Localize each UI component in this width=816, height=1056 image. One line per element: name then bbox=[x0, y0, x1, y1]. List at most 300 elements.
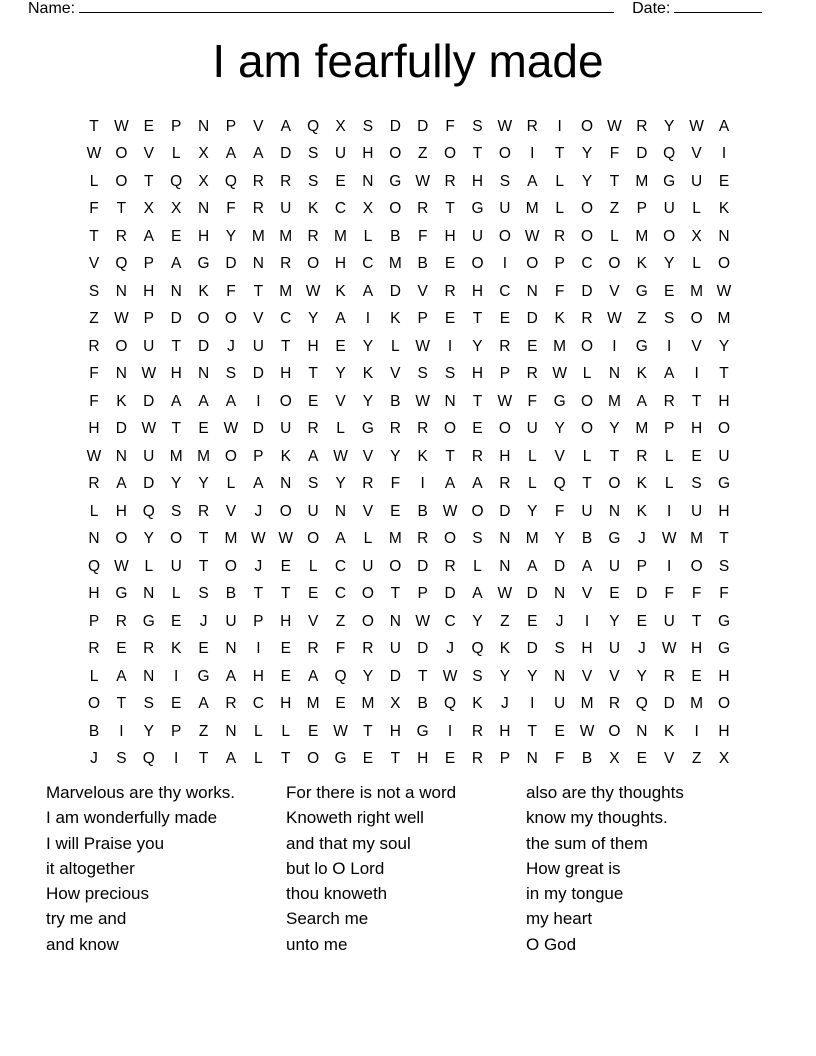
grid-cell[interactable]: W bbox=[607, 310, 622, 328]
grid-cell[interactable]: T bbox=[198, 750, 209, 768]
grid-cell[interactable]: Y bbox=[554, 420, 565, 438]
grid-cell[interactable]: W bbox=[305, 282, 321, 300]
grid-cell[interactable]: A bbox=[472, 585, 483, 603]
grid-cell[interactable]: U bbox=[581, 502, 593, 520]
grid-cell[interactable]: Y bbox=[225, 227, 237, 245]
grid-cell[interactable]: A bbox=[225, 145, 237, 163]
grid-cell[interactable]: H bbox=[307, 337, 319, 355]
grid-cell[interactable]: Y bbox=[143, 530, 154, 548]
grid-cell[interactable]: J bbox=[254, 557, 263, 575]
grid-cell[interactable]: M bbox=[169, 447, 183, 465]
grid-cell[interactable]: U bbox=[608, 640, 621, 658]
grid-cell[interactable]: M bbox=[635, 420, 649, 438]
grid-cell[interactable]: I bbox=[721, 145, 727, 163]
grid-cell[interactable]: I bbox=[256, 392, 261, 410]
grid-cell[interactable]: C bbox=[252, 695, 264, 713]
grid-cell[interactable]: E bbox=[527, 337, 538, 355]
grid-cell[interactable]: P bbox=[417, 585, 428, 603]
grid-cell[interactable]: U bbox=[690, 172, 703, 190]
grid-cell[interactable]: U bbox=[499, 200, 511, 218]
grid-cell[interactable]: Y bbox=[472, 612, 483, 630]
grid-cell[interactable]: E bbox=[444, 310, 456, 328]
grid-cell[interactable]: W bbox=[661, 640, 677, 658]
grid-cell[interactable]: U bbox=[362, 557, 374, 575]
grid-cell[interactable]: V bbox=[609, 667, 620, 685]
grid-cell[interactable]: E bbox=[335, 172, 346, 190]
grid-cell[interactable]: N bbox=[526, 750, 538, 768]
grid-cell[interactable]: I bbox=[530, 695, 535, 713]
grid-cell[interactable]: V bbox=[88, 255, 100, 273]
grid-cell[interactable]: E bbox=[362, 750, 374, 768]
grid-cell[interactable]: Y bbox=[362, 337, 374, 355]
grid-cell[interactable]: N bbox=[718, 227, 730, 245]
grid-cell[interactable]: N bbox=[362, 172, 374, 190]
grid-cell[interactable]: M bbox=[224, 530, 238, 548]
grid-cell[interactable]: Y bbox=[527, 667, 538, 685]
grid-cell[interactable]: U bbox=[663, 200, 675, 218]
grid-cell[interactable]: Q bbox=[142, 502, 155, 520]
grid-cell[interactable]: M bbox=[553, 337, 567, 355]
grid-cell[interactable]: P bbox=[225, 117, 237, 135]
grid-cell[interactable]: W bbox=[415, 172, 430, 190]
grid-cell[interactable]: H bbox=[88, 585, 100, 603]
grid-cell[interactable]: N bbox=[88, 530, 100, 548]
grid-cell[interactable]: W bbox=[114, 310, 129, 328]
grid-cell[interactable]: G bbox=[361, 420, 374, 438]
grid-cell[interactable]: T bbox=[691, 392, 702, 410]
grid-cell[interactable]: O bbox=[444, 530, 457, 548]
grid-cell[interactable]: Y bbox=[581, 145, 593, 163]
grid-cell[interactable]: Z bbox=[691, 750, 702, 768]
grid-cell[interactable]: N bbox=[197, 117, 210, 135]
grid-cell[interactable]: U bbox=[225, 612, 237, 630]
grid-cell[interactable]: H bbox=[88, 420, 100, 438]
grid-cell[interactable]: L bbox=[308, 557, 318, 575]
grid-cell[interactable]: U bbox=[663, 612, 675, 630]
grid-cell[interactable]: V bbox=[253, 310, 264, 328]
grid-cell[interactable]: W bbox=[415, 612, 430, 630]
grid-cell[interactable]: A bbox=[335, 530, 346, 548]
grid-cell[interactable]: N bbox=[143, 667, 155, 685]
grid-cell[interactable]: R bbox=[636, 447, 648, 465]
grid-cell[interactable]: Q bbox=[553, 475, 566, 493]
grid-cell[interactable]: L bbox=[226, 475, 236, 493]
grid-cell[interactable]: E bbox=[554, 722, 565, 740]
grid-cell[interactable]: H bbox=[471, 172, 484, 190]
grid-cell[interactable]: N bbox=[225, 722, 237, 740]
grid-cell[interactable]: V bbox=[225, 502, 237, 520]
grid-cell[interactable]: X bbox=[691, 227, 702, 245]
grid-cell[interactable]: H bbox=[718, 392, 730, 410]
grid-cell[interactable]: M bbox=[388, 530, 402, 548]
grid-cell[interactable]: B bbox=[390, 392, 401, 410]
grid-cell[interactable]: A bbox=[253, 145, 264, 163]
grid-cell[interactable]: S bbox=[554, 640, 565, 658]
grid-cell[interactable]: O bbox=[115, 145, 128, 163]
grid-cell[interactable]: S bbox=[225, 365, 237, 383]
grid-cell[interactable]: A bbox=[143, 227, 154, 245]
grid-cell[interactable]: E bbox=[444, 255, 456, 273]
grid-cell[interactable]: U bbox=[608, 557, 621, 575]
grid-cell[interactable]: N bbox=[225, 640, 237, 658]
grid-cell[interactable]: C bbox=[362, 255, 374, 273]
grid-cell[interactable]: H bbox=[362, 145, 374, 163]
grid-cell[interactable]: A bbox=[636, 392, 647, 410]
grid-cell[interactable]: N bbox=[197, 365, 210, 383]
grid-cell[interactable]: F bbox=[390, 475, 401, 493]
grid-cell[interactable]: N bbox=[636, 722, 648, 740]
grid-cell[interactable]: E bbox=[116, 640, 127, 658]
grid-cell[interactable]: R bbox=[115, 612, 127, 630]
grid-cell[interactable]: Y bbox=[664, 255, 675, 273]
grid-cell[interactable]: D bbox=[444, 585, 456, 603]
grid-cell[interactable]: A bbox=[472, 475, 483, 493]
grid-cell[interactable]: Y bbox=[609, 612, 620, 630]
grid-cell[interactable]: R bbox=[362, 475, 374, 493]
grid-cell[interactable]: Y bbox=[718, 337, 730, 355]
grid-cell[interactable]: L bbox=[144, 557, 154, 575]
grid-cell[interactable]: O bbox=[224, 557, 237, 575]
grid-cell[interactable]: D bbox=[197, 337, 210, 355]
grid-cell[interactable]: Q bbox=[471, 640, 484, 658]
grid-cell[interactable]: L bbox=[89, 172, 99, 190]
grid-cell[interactable]: L bbox=[582, 447, 592, 465]
grid-cell[interactable]: V bbox=[664, 750, 675, 768]
grid-cell[interactable]: S bbox=[362, 117, 374, 135]
grid-cell[interactable]: O bbox=[115, 337, 128, 355]
grid-cell[interactable]: H bbox=[389, 722, 401, 740]
grid-cell[interactable]: N bbox=[334, 502, 347, 520]
grid-cell[interactable]: D bbox=[581, 282, 593, 300]
grid-cell[interactable]: S bbox=[198, 585, 209, 603]
grid-cell[interactable]: B bbox=[417, 695, 428, 713]
grid-cell[interactable]: H bbox=[499, 447, 511, 465]
grid-cell[interactable]: C bbox=[581, 255, 593, 273]
grid-cell[interactable]: H bbox=[581, 640, 593, 658]
grid-cell[interactable]: C bbox=[334, 585, 347, 603]
grid-cell[interactable]: P bbox=[88, 612, 100, 630]
grid-cell[interactable]: U bbox=[718, 447, 730, 465]
grid-cell[interactable]: R bbox=[554, 227, 566, 245]
grid-cell[interactable]: H bbox=[280, 612, 292, 630]
grid-cell[interactable]: O bbox=[690, 557, 703, 575]
grid-cell[interactable]: H bbox=[280, 365, 292, 383]
grid-cell[interactable]: B bbox=[417, 502, 428, 520]
grid-cell[interactable]: Q bbox=[170, 172, 183, 190]
grid-cell[interactable]: S bbox=[307, 475, 319, 493]
grid-cell[interactable]: T bbox=[144, 172, 154, 190]
grid-cell[interactable]: Q bbox=[307, 117, 320, 135]
grid-cell[interactable]: H bbox=[115, 502, 127, 520]
grid-cell[interactable]: H bbox=[690, 420, 703, 438]
grid-cell[interactable]: T bbox=[691, 612, 702, 630]
grid-cell[interactable]: X bbox=[390, 695, 401, 713]
grid-cell[interactable]: A bbox=[171, 255, 182, 273]
grid-cell[interactable]: W bbox=[333, 722, 348, 740]
grid-cell[interactable]: B bbox=[225, 585, 237, 603]
grid-cell[interactable]: B bbox=[390, 227, 401, 245]
grid-cell[interactable]: W bbox=[607, 117, 622, 135]
grid-cell[interactable]: J bbox=[637, 640, 646, 658]
grid-cell[interactable]: P bbox=[171, 117, 182, 135]
grid-cell[interactable]: X bbox=[143, 200, 154, 218]
grid-cell[interactable]: A bbox=[581, 557, 593, 575]
grid-cell[interactable]: I bbox=[667, 337, 672, 355]
grid-cell[interactable]: I bbox=[447, 337, 453, 355]
grid-cell[interactable]: L bbox=[171, 585, 181, 603]
grid-cell[interactable]: N bbox=[115, 282, 127, 300]
grid-cell[interactable]: I bbox=[119, 722, 124, 740]
grid-cell[interactable]: N bbox=[197, 200, 210, 218]
grid-cell[interactable]: F bbox=[554, 502, 565, 520]
grid-cell[interactable]: K bbox=[554, 310, 565, 328]
grid-cell[interactable]: T bbox=[472, 310, 483, 328]
grid-cell[interactable]: F bbox=[89, 365, 99, 383]
grid-cell[interactable]: D bbox=[636, 145, 648, 163]
grid-cell[interactable]: G bbox=[608, 530, 621, 548]
grid-cell[interactable]: O bbox=[717, 255, 731, 273]
grid-cell[interactable]: L bbox=[555, 200, 564, 218]
grid-cell[interactable]: E bbox=[143, 117, 154, 135]
grid-cell[interactable]: R bbox=[307, 227, 319, 245]
grid-cell[interactable]: O bbox=[581, 420, 594, 438]
grid-cell[interactable]: Q bbox=[87, 557, 101, 575]
grid-cell[interactable]: O bbox=[87, 695, 101, 713]
grid-cell[interactable]: Z bbox=[417, 145, 428, 163]
grid-cell[interactable]: O bbox=[608, 722, 621, 740]
grid-cell[interactable]: U bbox=[143, 337, 155, 355]
grid-cell[interactable]: A bbox=[527, 172, 538, 190]
grid-cell[interactable]: O bbox=[690, 310, 703, 328]
grid-cell[interactable]: K bbox=[390, 310, 401, 328]
grid-cell[interactable]: M bbox=[334, 227, 347, 245]
grid-cell[interactable]: K bbox=[472, 695, 483, 713]
grid-cell[interactable]: W bbox=[333, 447, 348, 465]
grid-cell[interactable]: M bbox=[690, 530, 704, 548]
grid-cell[interactable]: G bbox=[416, 722, 429, 740]
word-search-grid[interactable] bbox=[84, 113, 734, 773]
grid-cell[interactable]: K bbox=[718, 200, 730, 218]
grid-cell[interactable]: E bbox=[307, 722, 319, 740]
grid-cell[interactable]: W bbox=[415, 392, 430, 410]
grid-cell[interactable]: H bbox=[718, 722, 730, 740]
grid-cell[interactable]: F bbox=[527, 392, 537, 410]
grid-cell[interactable]: T bbox=[116, 695, 127, 713]
grid-cell[interactable]: A bbox=[225, 667, 237, 685]
grid-cell[interactable]: W bbox=[689, 117, 704, 135]
grid-cell[interactable]: H bbox=[471, 365, 484, 383]
grid-cell[interactable]: R bbox=[280, 172, 292, 190]
grid-cell[interactable]: Q bbox=[334, 667, 347, 685]
grid-cell[interactable]: O bbox=[608, 255, 621, 273]
grid-cell[interactable]: A bbox=[307, 447, 319, 465]
grid-cell[interactable]: L bbox=[363, 530, 373, 548]
grid-cell[interactable]: B bbox=[581, 750, 593, 768]
grid-cell[interactable]: J bbox=[90, 750, 98, 768]
grid-cell[interactable]: M bbox=[251, 227, 265, 245]
grid-cell[interactable]: R bbox=[417, 200, 429, 218]
grid-cell[interactable]: T bbox=[89, 117, 99, 135]
grid-cell[interactable]: O bbox=[471, 502, 484, 520]
grid-cell[interactable]: R bbox=[307, 420, 319, 438]
grid-cell[interactable]: G bbox=[197, 255, 210, 273]
grid-cell[interactable]: N bbox=[115, 365, 127, 383]
grid-cell[interactable]: E bbox=[718, 172, 730, 190]
grid-cell[interactable]: H bbox=[143, 282, 155, 300]
grid-cell[interactable]: T bbox=[527, 722, 537, 740]
grid-cell[interactable]: J bbox=[637, 530, 646, 548]
grid-cell[interactable]: Z bbox=[89, 310, 99, 328]
grid-cell[interactable]: U bbox=[526, 420, 538, 438]
grid-cell[interactable]: R bbox=[444, 282, 456, 300]
grid-cell[interactable]: I bbox=[530, 145, 535, 163]
grid-cell[interactable]: P bbox=[636, 557, 647, 575]
grid-cell[interactable]: C bbox=[280, 310, 292, 328]
grid-cell[interactable]: F bbox=[417, 227, 428, 245]
grid-cell[interactable]: R bbox=[307, 640, 319, 658]
grid-cell[interactable]: U bbox=[389, 640, 401, 658]
grid-cell[interactable]: I bbox=[694, 722, 699, 740]
grid-cell[interactable]: S bbox=[472, 530, 483, 548]
grid-cell[interactable]: Y bbox=[390, 447, 401, 465]
grid-cell[interactable]: O bbox=[170, 530, 183, 548]
grid-cell[interactable]: O bbox=[389, 200, 402, 218]
grid-cell[interactable]: J bbox=[555, 612, 564, 630]
grid-cell[interactable]: D bbox=[389, 667, 401, 685]
grid-cell[interactable]: R bbox=[252, 200, 264, 218]
grid-cell[interactable]: E bbox=[171, 695, 182, 713]
grid-cell[interactable]: L bbox=[664, 447, 674, 465]
grid-cell[interactable]: T bbox=[171, 420, 181, 438]
grid-cell[interactable]: M bbox=[635, 227, 649, 245]
grid-cell[interactable]: R bbox=[526, 365, 538, 383]
grid-cell[interactable]: U bbox=[471, 227, 484, 245]
grid-cell[interactable]: O bbox=[581, 200, 594, 218]
grid-cell[interactable]: O bbox=[279, 502, 292, 520]
grid-cell[interactable]: C bbox=[334, 200, 347, 218]
grid-cell[interactable]: V bbox=[390, 365, 401, 383]
grid-cell[interactable]: A bbox=[225, 392, 237, 410]
grid-cell[interactable]: H bbox=[334, 255, 347, 273]
grid-cell[interactable]: N bbox=[389, 612, 401, 630]
grid-cell[interactable]: G bbox=[717, 475, 731, 493]
grid-cell[interactable]: T bbox=[390, 585, 401, 603]
grid-cell[interactable]: F bbox=[226, 282, 236, 300]
grid-cell[interactable]: T bbox=[609, 447, 620, 465]
grid-cell[interactable]: Z bbox=[609, 200, 620, 218]
grid-cell[interactable]: Z bbox=[198, 722, 209, 740]
grid-cell[interactable]: I bbox=[447, 722, 453, 740]
grid-cell[interactable]: V bbox=[362, 447, 374, 465]
grid-cell[interactable]: V bbox=[307, 612, 319, 630]
grid-cell[interactable]: R bbox=[663, 392, 675, 410]
grid-cell[interactable]: D bbox=[389, 117, 401, 135]
grid-cell[interactable]: R bbox=[417, 530, 429, 548]
grid-cell[interactable]: O bbox=[307, 255, 320, 273]
grid-cell[interactable]: L bbox=[527, 447, 537, 465]
grid-cell[interactable]: Y bbox=[527, 502, 538, 520]
grid-cell[interactable]: Y bbox=[609, 420, 620, 438]
grid-cell[interactable]: K bbox=[335, 282, 346, 300]
grid-cell[interactable]: Y bbox=[335, 475, 346, 493]
grid-cell[interactable]: D bbox=[526, 585, 538, 603]
grid-cell[interactable]: T bbox=[198, 530, 209, 548]
grid-cell[interactable]: L bbox=[664, 475, 674, 493]
grid-cell[interactable]: S bbox=[472, 117, 483, 135]
grid-cell[interactable]: H bbox=[444, 227, 456, 245]
grid-cell[interactable]: Q bbox=[635, 695, 648, 713]
grid-cell[interactable]: E bbox=[335, 695, 346, 713]
grid-cell[interactable]: W bbox=[524, 227, 540, 245]
grid-cell[interactable]: C bbox=[499, 282, 511, 300]
grid-cell[interactable]: T bbox=[719, 365, 729, 383]
grid-cell[interactable]: D bbox=[143, 392, 155, 410]
grid-cell[interactable]: E bbox=[171, 227, 182, 245]
grid-cell[interactable]: U bbox=[170, 557, 182, 575]
grid-cell[interactable]: T bbox=[472, 145, 483, 163]
grid-cell[interactable]: M bbox=[580, 695, 594, 713]
grid-cell[interactable]: H bbox=[197, 227, 210, 245]
grid-cell[interactable]: W bbox=[716, 282, 732, 300]
grid-cell[interactable]: M bbox=[306, 695, 320, 713]
grid-cell[interactable]: W bbox=[141, 365, 157, 383]
grid-cell[interactable]: E bbox=[691, 667, 702, 685]
grid-cell[interactable]: A bbox=[664, 365, 675, 383]
grid-cell[interactable]: R bbox=[197, 502, 210, 520]
grid-cell[interactable]: R bbox=[389, 420, 401, 438]
grid-cell[interactable]: R bbox=[143, 640, 155, 658]
grid-cell[interactable]: Y bbox=[335, 365, 346, 383]
grid-cell[interactable]: R bbox=[280, 255, 292, 273]
grid-cell[interactable]: A bbox=[527, 557, 538, 575]
grid-cell[interactable]: A bbox=[198, 695, 209, 713]
grid-cell[interactable]: W bbox=[661, 530, 677, 548]
grid-cell[interactable]: E bbox=[335, 337, 346, 355]
grid-cell[interactable]: K bbox=[280, 447, 291, 465]
grid-cell[interactable]: S bbox=[718, 557, 730, 575]
grid-cell[interactable]: B bbox=[88, 722, 100, 740]
grid-cell[interactable]: T bbox=[390, 750, 401, 768]
grid-cell[interactable]: E bbox=[171, 612, 182, 630]
grid-cell[interactable]: O bbox=[471, 255, 484, 273]
grid-cell[interactable]: I bbox=[420, 475, 425, 493]
grid-cell[interactable]: P bbox=[171, 722, 182, 740]
grid-cell[interactable]: E bbox=[390, 502, 401, 520]
grid-cell[interactable]: V bbox=[362, 502, 374, 520]
grid-cell[interactable]: M bbox=[607, 392, 621, 410]
grid-cell[interactable]: D bbox=[252, 420, 264, 438]
grid-cell[interactable]: D bbox=[389, 282, 401, 300]
grid-cell[interactable]: R bbox=[526, 117, 538, 135]
grid-cell[interactable]: S bbox=[691, 475, 702, 493]
grid-cell[interactable]: N bbox=[608, 365, 621, 383]
grid-cell[interactable]: G bbox=[389, 172, 402, 190]
grid-cell[interactable]: N bbox=[252, 255, 264, 273]
grid-cell[interactable]: L bbox=[527, 475, 537, 493]
grid-cell[interactable]: Q bbox=[444, 695, 457, 713]
grid-cell[interactable]: T bbox=[554, 145, 565, 163]
grid-cell[interactable]: R bbox=[581, 310, 593, 328]
grid-cell[interactable]: L bbox=[473, 557, 482, 575]
grid-cell[interactable]: T bbox=[89, 227, 99, 245]
grid-cell[interactable]: R bbox=[471, 750, 484, 768]
grid-cell[interactable]: S bbox=[307, 172, 319, 190]
grid-cell[interactable]: I bbox=[256, 640, 261, 658]
grid-cell[interactable]: W bbox=[114, 117, 129, 135]
grid-cell[interactable]: E bbox=[307, 392, 319, 410]
grid-cell[interactable]: E bbox=[198, 420, 209, 438]
grid-cell[interactable]: T bbox=[281, 337, 291, 355]
